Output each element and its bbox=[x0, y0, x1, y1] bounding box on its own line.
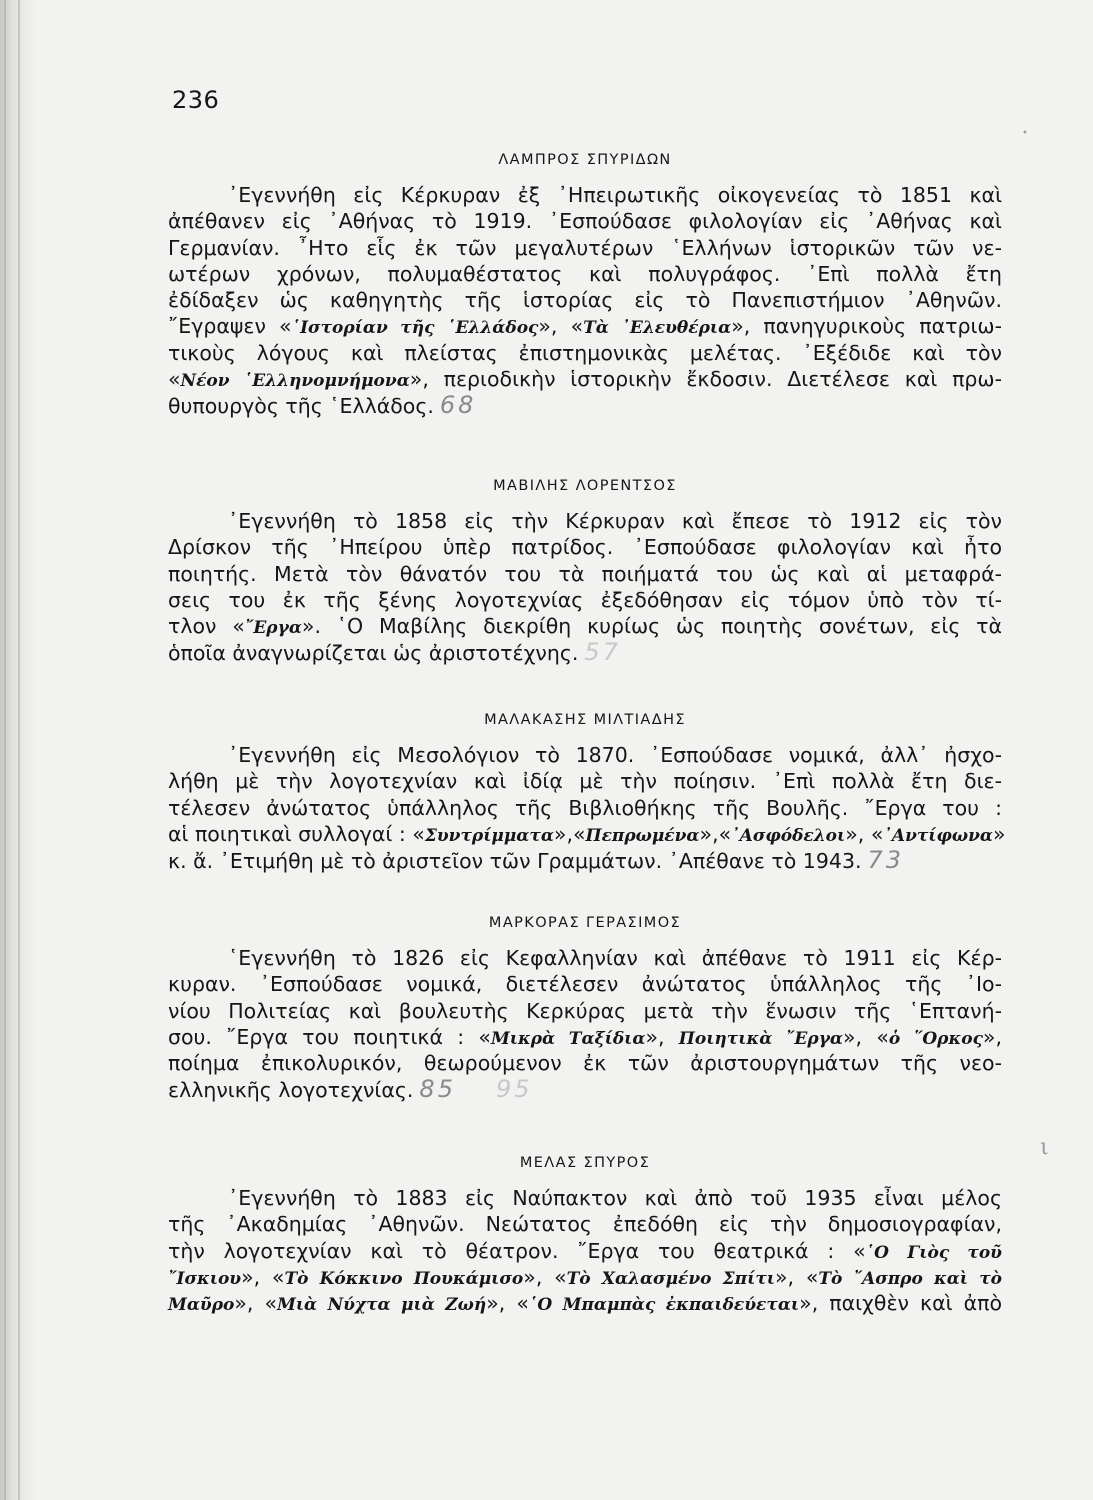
book-title: ῎Εργα bbox=[244, 618, 302, 639]
book-title: Συντρίμματα bbox=[424, 825, 554, 846]
text-line: ἀπέθανεν εἰς ᾿Αθήνας τὸ 1919. ᾿Εσπούδασε φιλολογίαν εἰς ᾿Αθήνας καὶ bbox=[168, 209, 1002, 234]
text-line: Δρίσκον τῆς ᾿Ηπείρου ὑπὲρ πατρίδος. ᾿Εσπούδασε φιλολογίαν καὶ ἦτο bbox=[168, 535, 1002, 560]
book-title: ᾿Αντίφωνα bbox=[883, 825, 993, 846]
text-line: ῎Εγραψεν «῾Ιστορίαν τῆς ῾Ελλάδος», «Τὰ ᾿Ελευθέρια», πανηγυρικοὺς πατριω- bbox=[168, 314, 1002, 339]
entry-heading: ΜΑΛΑΚΑΣΗΣ ΜΙΛΤΙΑΔΗΣ bbox=[484, 712, 686, 728]
handwritten-note: 73 bbox=[867, 846, 905, 875]
scan-speck: • bbox=[1022, 128, 1028, 139]
play-title: Τὸ Χαλασμένο Σπίτι bbox=[566, 1268, 776, 1289]
handwritten-note: 57 bbox=[584, 638, 621, 667]
text-line: τὴν λογοτεχνίαν καὶ τὸ θέατρον. ῎Εργα του θεατρικά : «῾Ο Γιὸς τοῦ bbox=[168, 1238, 1002, 1263]
play-title: Τὸ Κόκκινο Πουκάμισο bbox=[284, 1268, 524, 1289]
text-line: ᾿Εγεννήθη εἰς Κέρκυραν ἐξ ᾿Ηπειρωτικῆς οἰκογενείας τὸ 1851 καὶ bbox=[228, 183, 1002, 207]
text-line: Μαῦρο», «Μιὰ Νύχτα μιὰ Ζωή», «῾Ο Μπαμπὰς ἐκπαιδεύεται», παιχθὲν καὶ ἀπὸ bbox=[168, 1291, 1003, 1316]
text-line: κ. ἄ. ᾿Ετιμήθη μὲ τὸ ἀριστεῖον τῶν Γραμμάτων. ᾿Απέθανε τὸ 1943. 73 bbox=[168, 846, 905, 875]
book-title: Τὰ ᾿Ελευθέρια bbox=[583, 318, 732, 339]
text-line: ελληνικῆς λογοτεχνίας. 85 95 bbox=[168, 1075, 533, 1104]
entry-heading: ΜΑΡΚΟΡΑΣ ΓΕΡΑΣΙΜΟΣ bbox=[488, 915, 682, 931]
text-line: τικοὺς λόγους καὶ πλείστας ἐπιστημονικὰς μελέτας. ᾿Εξέδιδε καὶ τὸν bbox=[168, 340, 1002, 365]
book-title: ᾿Ασφόδελοι bbox=[731, 825, 846, 846]
page-number: 236 bbox=[172, 86, 220, 114]
text-line: νίου Πολιτείας καὶ βουλευτὴς Κερκύρας μετὰ τὴν ἕνωσιν τῆς ῾Επτανή- bbox=[168, 998, 1002, 1023]
text-line: «Νέον ῾Ελληνομνήμονα», περιοδικὴν ἱστορικὴν ἔκδοσιν. Διετέλεσε καὶ πρω- bbox=[168, 367, 1002, 392]
text-line: σου. ῎Εργα του ποιητικά : «Μικρὰ Ταξίδια», Ποιητικὰ ῎Εργα», «ὁ ῞Ορκος», bbox=[168, 1024, 1002, 1049]
text-line: θυπουργὸς τῆς ῾Ελλάδος. 68 bbox=[168, 391, 477, 420]
text-line: τῆς ᾿Ακαδημίας ᾿Αθηνῶν. Νεώτατος ἐπεδόθη εἰς τὴν δημοσιογραφίαν, bbox=[168, 1212, 1002, 1237]
text-line: ῾Εγεννήθη τὸ 1826 εἰς Κεφαλληνίαν καὶ ἀπέθανε τὸ 1911 εἰς Κέρ- bbox=[228, 946, 1002, 970]
entry-lampros-spyridon bbox=[168, 152, 1002, 419]
entry-heading: ΜΑΒΙΛΗΣ ΛΟΡΕΝΤΣΟΣ bbox=[493, 478, 677, 494]
play-title: ῾Ο Μπαμπὰς ἐκπαιδεύεται bbox=[528, 1295, 800, 1316]
text-line: ᾿Εγεννήθη εἰς Μεσολόγιον τὸ 1870. ᾿Εσπούδασε νομικά, ἀλλ᾿ ἠσχο- bbox=[228, 743, 1002, 767]
handwritten-note-faint: 95 bbox=[495, 1075, 533, 1104]
entry-melas-spyros bbox=[168, 1155, 1002, 1316]
book-title: ὁ ῞Ορκος bbox=[888, 1028, 983, 1049]
text-line: κυραν. ᾿Εσπούδασε νομικά, διετέλεσεν ἀνώτατος ὑπάλληλος τῆς ᾿Ιο- bbox=[168, 972, 1002, 997]
handwritten-note: 85 bbox=[419, 1075, 456, 1104]
book-title: Πεπρωμένα bbox=[585, 825, 700, 846]
text-line: λήθη μὲ τὴν λογοτεχνίαν καὶ ἰδίᾳ μὲ τὴν ποίησιν. ᾿Επὶ πολλὰ ἔτη διε- bbox=[168, 769, 1002, 794]
play-title: Μιὰ Νύχτα μιὰ Ζωή bbox=[277, 1295, 487, 1316]
text-line: τέλεσεν ἀνώτατος ὑπάλληλος τῆς Βιβλιοθήκης τῆς Βουλῆς. ῎Εργα του : bbox=[168, 795, 1002, 820]
play-title: Τὸ ῎Ασπρο καὶ τὸ bbox=[818, 1268, 1002, 1289]
text-line: ᾿Εγεννήθη τὸ 1858 εἰς τὴν Κέρκυραν καὶ ἔπεσε τὸ 1912 εἰς τὸν bbox=[228, 509, 1002, 533]
text-line: ποίημα ἐπικολυρικόν, θεωρούμενον ἐκ τῶν ἀριστουργημάτων τῆς νεο- bbox=[168, 1051, 1002, 1076]
entry-heading: ΜΕΛΑΣ ΣΠΥΡΟΣ bbox=[519, 1155, 651, 1171]
book-title: Μικρὰ Ταξίδια bbox=[490, 1028, 646, 1049]
play-title: ῾Ο Γιὸς τοῦ bbox=[865, 1242, 1002, 1263]
play-title: Μαῦρο bbox=[168, 1295, 235, 1316]
page-edge-line bbox=[4, 0, 6, 1500]
entry-malakasis-miltiadis bbox=[168, 712, 1006, 875]
text-line: ωτέρων χρόνων, πολυμαθέστατος καὶ πολυγράφος. ᾿Επὶ πολλὰ ἔτη bbox=[168, 261, 1002, 286]
page-edge-line bbox=[18, 0, 20, 1500]
book-title: ῾Ιστορίαν τῆς ῾Ελλάδος bbox=[291, 318, 539, 339]
book-title: Ποιητικὰ ῎Εργα bbox=[678, 1028, 844, 1049]
text-line: τλον «῎Εργα». ῾Ο Μαβίλης διεκρίθη κυρίως ὡς ποιητὴς σονέτων, εἰς τὰ bbox=[168, 614, 1003, 639]
periodical-title: Νέον ῾Ελληνομνήμονα bbox=[180, 371, 410, 392]
handwritten-note: 68 bbox=[439, 391, 477, 420]
entry-mavilis-lorentsos bbox=[168, 478, 1002, 666]
text-line: ἐδίδαξεν ὡς καθηγητὴς τῆς ἱστορίας εἰς τὸ Πανεπιστήμιον ᾿Αθηνῶν. bbox=[168, 288, 1002, 313]
play-title: ῎Ισκιου bbox=[168, 1268, 242, 1289]
text-line: ποιητής. Μετὰ τὸν θάνατόν του τὰ ποιήματά του ὡς καὶ αἱ μεταφρά- bbox=[168, 561, 1002, 586]
scan-mark: ι bbox=[1040, 1135, 1049, 1160]
text-line: αἱ ποιητικαὶ συλλογαί : «Συντρίμματα»,«Πεπρωμένα»,«᾿Ασφόδελοι», «᾿Αντίφωνα» bbox=[168, 821, 1006, 846]
text-line: ῎Ισκιου», «Τὸ Κόκκινο Πουκάμισο», «Τὸ Χαλασμένο Σπίτι», «Τὸ ῎Ασπρο καὶ τὸ bbox=[168, 1264, 1002, 1289]
text-line: ὁποῖα ἀναγνωρίζεται ὡς ἀριστοτέχνης. 57 bbox=[168, 638, 621, 667]
entry-heading: ΛΑΜΠΡΟΣ ΣΠΥΡΙΔΩΝ bbox=[498, 152, 672, 168]
entry-markoras-gerasimos bbox=[168, 915, 1002, 1103]
text-line: Γερμανίαν. ῏Ητο εἷς ἐκ τῶν μεγαλυτέρων ῾Ελλήνων ἱστορικῶν τῶν νε- bbox=[168, 235, 1002, 260]
text-line: σεις του ἐκ τῆς ξένης λογοτεχνίας ἐξεδόθησαν εἰς τόμον ὑπὸ τὸν τί- bbox=[168, 587, 1002, 612]
text-line: ᾿Εγεννήθη τὸ 1883 εἰς Ναύπακτον καὶ ἀπὸ τοῦ 1935 εἶναι μέλος bbox=[228, 1186, 1002, 1210]
